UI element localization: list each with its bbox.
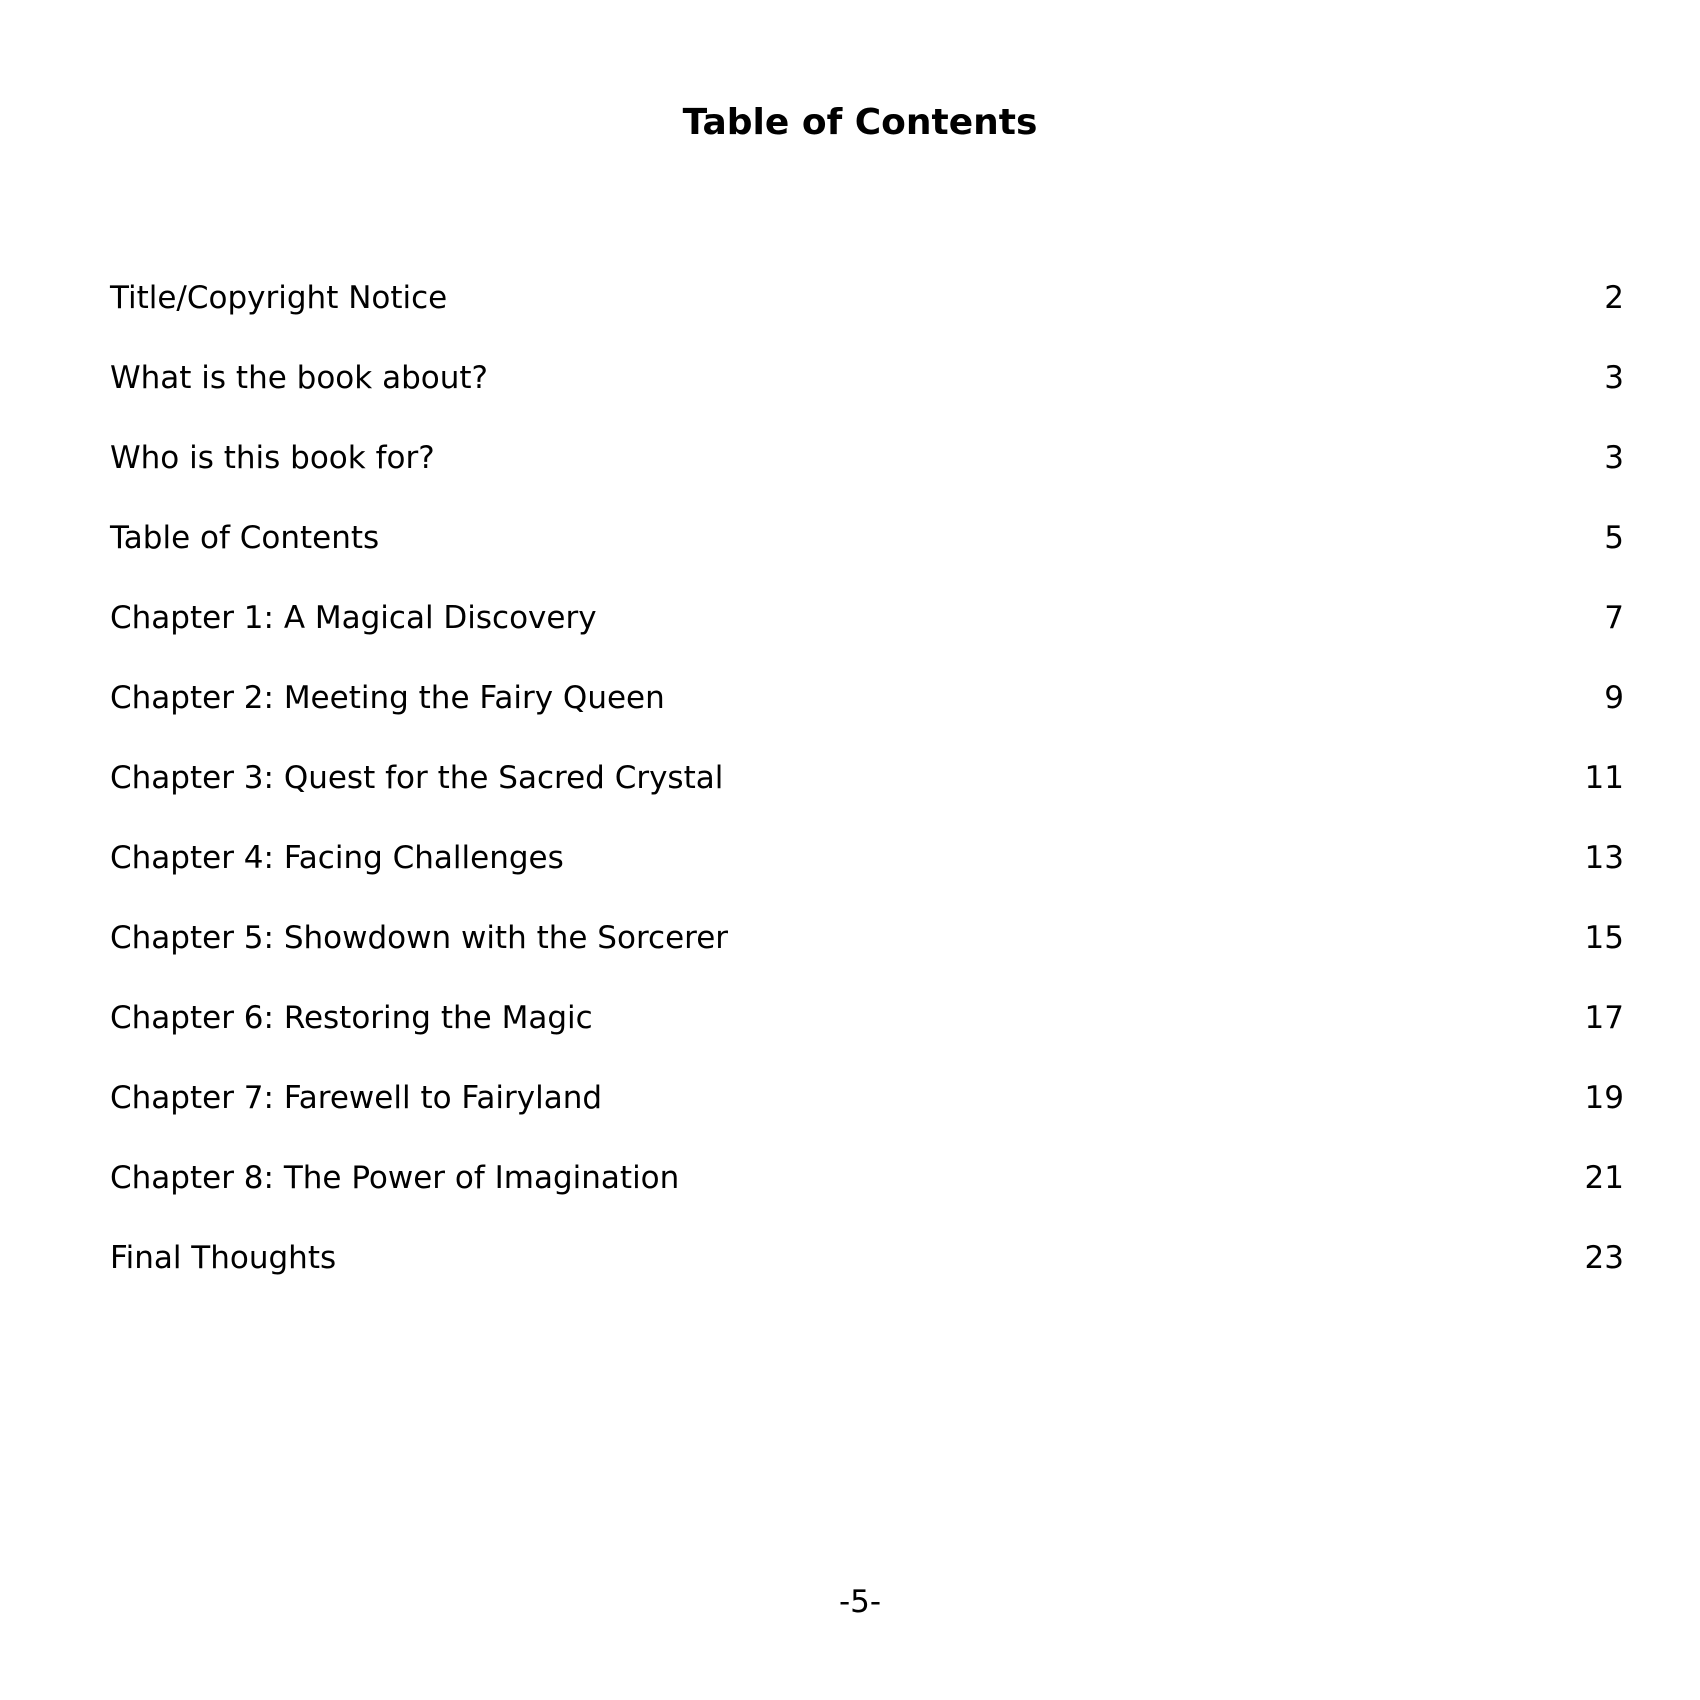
toc-entry-label: Who is this book for? bbox=[110, 440, 435, 476]
toc-entry-title-copyright[interactable] bbox=[110, 258, 1624, 338]
toc-entry-label: Table of Contents bbox=[110, 520, 380, 556]
toc-entry-chapter-1[interactable] bbox=[110, 578, 1624, 658]
table-of-contents bbox=[110, 258, 1624, 1298]
toc-entry-label: Final Thoughts bbox=[110, 1240, 337, 1276]
toc-entry-page: 13 bbox=[1584, 840, 1624, 876]
toc-entry-page: 2 bbox=[1604, 280, 1624, 316]
toc-entry-label: What is the book about? bbox=[110, 360, 488, 396]
toc-entry-chapter-8[interactable] bbox=[110, 1138, 1624, 1218]
toc-entry-label: Chapter 6: Restoring the Magic bbox=[110, 1000, 593, 1036]
toc-entry-label: Chapter 4: Facing Challenges bbox=[110, 840, 564, 876]
toc-entry-chapter-4[interactable] bbox=[110, 818, 1624, 898]
toc-entry-page: 15 bbox=[1584, 920, 1624, 956]
toc-entry-who-is-book-for[interactable] bbox=[110, 418, 1624, 498]
toc-entry-page: 23 bbox=[1584, 1240, 1624, 1276]
toc-entry-page: 19 bbox=[1584, 1080, 1624, 1116]
toc-entry-page: 17 bbox=[1584, 1000, 1624, 1036]
toc-entry-chapter-7[interactable] bbox=[110, 1058, 1624, 1138]
toc-entry-chapter-5[interactable] bbox=[110, 898, 1624, 978]
toc-entry-page: 3 bbox=[1604, 440, 1624, 476]
toc-entry-page: 9 bbox=[1604, 680, 1624, 716]
toc-entry-label: Chapter 7: Farewell to Fairyland bbox=[110, 1080, 603, 1116]
toc-entry-chapter-6[interactable] bbox=[110, 978, 1624, 1058]
toc-entry-label: Chapter 8: The Power of Imagination bbox=[110, 1160, 680, 1196]
page-title: Table of Contents bbox=[682, 102, 1038, 143]
toc-entry-what-is-book-about[interactable] bbox=[110, 338, 1624, 418]
toc-entry-label: Chapter 2: Meeting the Fairy Queen bbox=[110, 680, 665, 716]
toc-entry-label: Title/Copyright Notice bbox=[110, 280, 448, 316]
toc-entry-page: 21 bbox=[1584, 1160, 1624, 1196]
toc-entry-final-thoughts[interactable] bbox=[110, 1218, 1624, 1298]
toc-entry-label: Chapter 5: Showdown with the Sorcerer bbox=[110, 920, 729, 956]
toc-entry-label: Chapter 3: Quest for the Sacred Crystal bbox=[110, 760, 724, 796]
toc-entry-label: Chapter 1: A Magical Discovery bbox=[110, 600, 597, 636]
toc-entry-table-of-contents[interactable] bbox=[110, 498, 1624, 578]
toc-entry-page: 11 bbox=[1584, 760, 1624, 796]
page-number: -5- bbox=[838, 1584, 882, 1620]
toc-entry-page: 5 bbox=[1604, 520, 1624, 556]
toc-entry-chapter-2[interactable] bbox=[110, 658, 1624, 738]
toc-entry-page: 3 bbox=[1604, 360, 1624, 396]
toc-entry-page: 7 bbox=[1604, 600, 1624, 636]
toc-entry-chapter-3[interactable] bbox=[110, 738, 1624, 818]
